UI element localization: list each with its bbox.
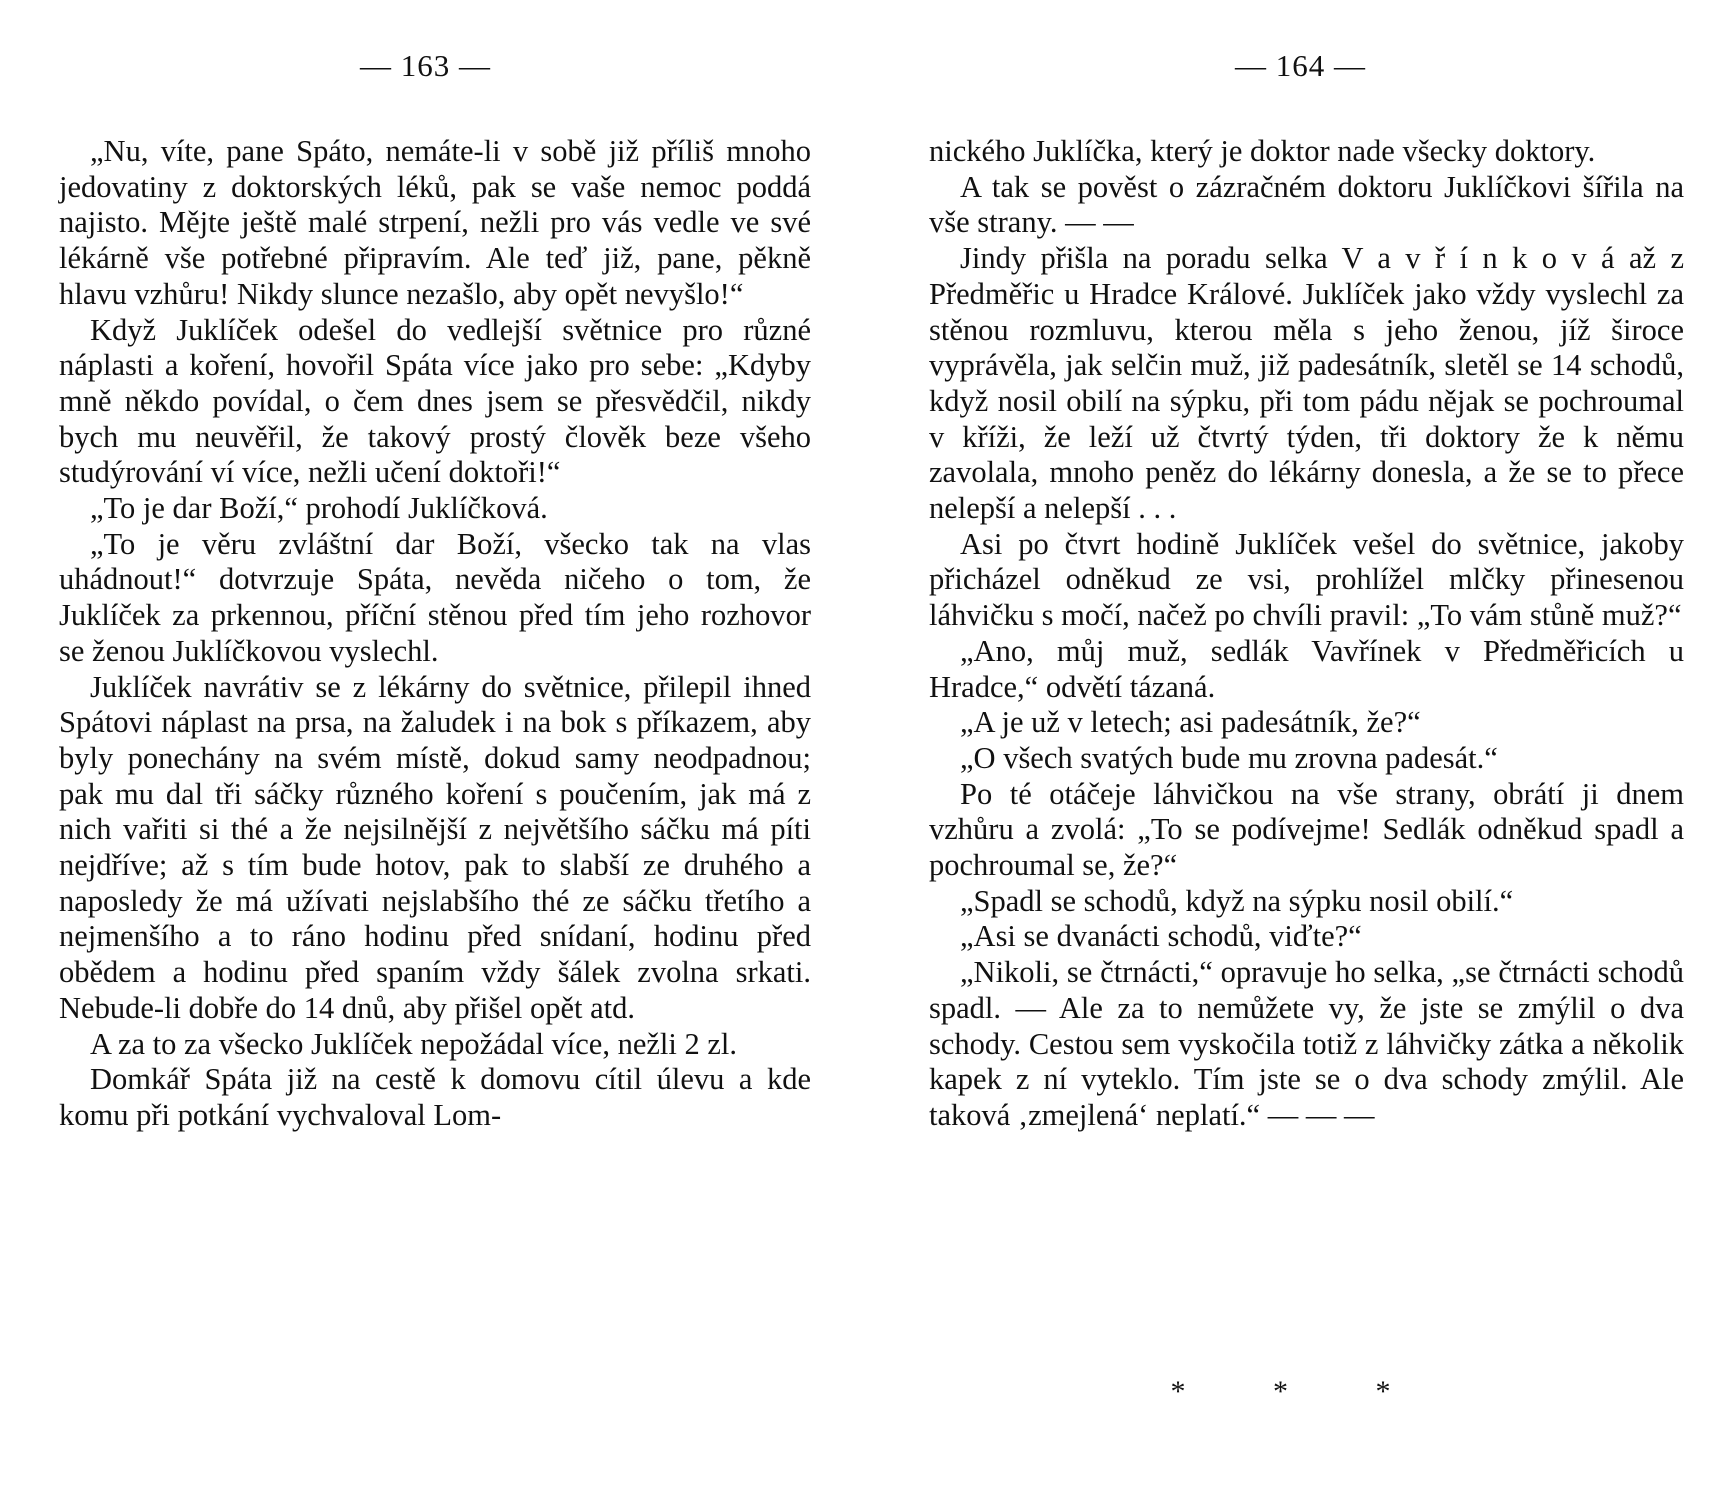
page-number-163: — 163 — [360,48,491,83]
paragraph: „To je věru zvláštní dar Boží, všecko tak na vlas uhádnout!“ dotvrzuje Spáta, nevěda ničeho o tom, že Juklíček za prkennou, příční stěnou před tím jeho rozhovor se ženou Juklíčkovou vyslechl. [59,526,811,668]
paragraph: „To je dar Boží,“ prohodí Juklíčková. [90,491,548,526]
right-page-text [929,134,1684,1134]
paragraph: Po té otáčeje láhvičkou na vše strany, obrátí ji dnem vzhůru a zvolá: „To se podívejme! Sedlák odněkud spadl a pochroumal se, že?“ [929,776,1684,883]
section-break-ornament: * * * [1170,1375,1431,1408]
continued-paragraph: nického Juklíčka, který je doktor nade všecky doktory. [929,134,1596,168]
page-number-164: — 164 — [1235,48,1366,83]
paragraph: „O všech svatých bude mu zrovna padesát.“ [960,740,1498,775]
left-page-text [59,134,811,1134]
paragraph: Domkář Spáta již na cestě k domovu cítil úlevu a kde komu při potkání vychvaloval Lom- [59,1062,811,1132]
paragraph: „Spadl se schodů, když na sýpku nosil obilí.“ [960,883,1514,918]
paragraph: A tak se pověst o zázračném doktoru Juklíčkovi šířila na vše strany. — — [929,169,1684,240]
paragraph: „Nikoli, se čtrnácti,“ opravuje ho selka, „se čtrnácti schodů spadl. — Ale za to nemůžete vy, že jste se zmýlil o dva schody. Cestou sem vyskočila totiž z láhvičky zátka a několik kapek z ní vyteklo. Tím jste se o dva schody zmýlil. Ale taková ‚zmejlená‘ neplatí.“ — — — [929,955,1684,1132]
paragraph: Asi po čtvrt hodině Juklíček vešel do světnice, jakoby přicházel odněkud ze vsi, prohlížel mlčky přinesenou láhvičku s močí, načež po chvíli pravil: „To vám stůně muž?“ [929,526,1684,633]
paragraph: A za to za všecko Juklíček nepožádal více, nežli 2 zl. [90,1026,738,1061]
paragraph: „A je už v letech; asi padesátník, že?“ [960,705,1421,740]
paragraph: Jindy přišla na poradu selka V a v ř í n k o v á až z Předměřic u Hradce Králové. Juklíček jako vždy vyslechl za stěnou rozmluvu, kterou měla s jeho ženou, jíž široce vyprávěla, jak selčin muž, již padesátník, sletěl se 14 schodů, když nosil obilí na sýpku, při tom pádu nějak se pochroumal v kříži, že leží už čtvrtý týden, tři doktory že k němu zavolala, mnoho peněz do lékárny donesla, a že se to přece nelepší a nelepší . . . [929,241,1684,526]
paragraph: „Nu, víte, pane Spáto, nemáte-li v sobě již příliš mnoho jedovatiny z doktorských léků, pak se vaše nemoc poddá najisto. Mějte ještě malé strpení, nežli pro vás vedle ve své lékárně vše potřebné připravím. Ale teď již, pane, pěkně hlavu vzhůru! Nikdy slunce nezašlo, aby opět nevyšlo!“ [59,134,811,311]
paragraph: „Asi se dvanácti schodů, viďte?“ [960,919,1362,954]
paragraph: Když Juklíček odešel do vedlejší světnice pro různé náplasti a koření, hovořil Spáta více jako pro sebe: „Kdyby mně někdo povídal, o čem dnes jsem se přesvědčil, nikdy bych mu neuvěřil, že takový prostý člověk beze všeho studýrování ví více, nežli učení doktoři!“ [59,312,811,490]
right-page [867,0,1734,1500]
paragraph: „Ano, můj muž, sedlák Vavřínek v Předměřicích u Hradce,“ odvětí tázaná. [929,633,1684,704]
paragraph: Juklíček navrátiv se z lékárny do světnice, přilepil ihned Spátovi náplast na prsa, na žaludek i na bok s příkazem, aby byly ponechány na svém místě, dokud samy neodpadnou; pak mu dal tři sáčky různého koření s poučením, jak má z nich vařiti si thé a že nejsilnější z největšího sáčku má píti nejdříve; až s tím bude hotov, pak to slabší ze druhého a naposledy že má užívati nejslabšího thé ze sáčku třetího a nejmenšího a to ráno hodinu před snídaní, hodinu před obědem a hodinu před spaním vždy šálek zvolna srkati. Nebude-li dobře do 14 dnů, aby přišel opět atd. [59,669,811,1025]
